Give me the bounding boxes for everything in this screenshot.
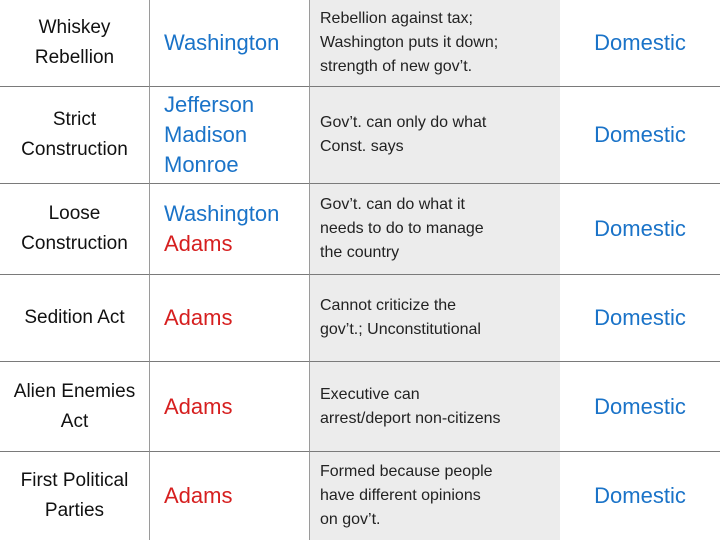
category-cell	[560, 452, 720, 540]
president-cell	[150, 0, 310, 87]
description-cell	[310, 184, 560, 275]
president-name: Adams	[164, 483, 233, 508]
description-cell	[310, 362, 560, 452]
description-line: gov’t.; Unconstitutional	[320, 321, 481, 338]
category-label: Domestic	[594, 30, 686, 55]
term-line: Strict	[52, 109, 97, 130]
term-cell	[0, 362, 150, 452]
category-cell	[560, 87, 720, 184]
description-line: Formed because people	[320, 463, 493, 480]
term-cell	[0, 184, 150, 275]
term-line: Loose	[48, 203, 101, 224]
president-name: Monroe	[164, 152, 239, 177]
description-line: have different opinions	[320, 487, 481, 504]
category-label: Domestic	[594, 216, 686, 241]
term-line: Rebellion	[34, 47, 115, 68]
description-line: Gov’t. can only do what	[320, 114, 487, 131]
description-line: Executive can	[320, 385, 420, 403]
description-line: Washington puts it down;	[320, 34, 499, 51]
description-line: Cannot criticize the	[320, 297, 457, 314]
description-cell	[310, 87, 560, 184]
category-cell	[560, 0, 720, 87]
description-line: Rebellion against tax;	[320, 10, 473, 27]
term-line: Construction	[21, 139, 128, 160]
president-name: Washington	[164, 201, 280, 226]
president-cell	[150, 87, 310, 184]
term-cell	[0, 452, 150, 540]
description-line: needs to do to manage	[320, 220, 484, 237]
category-cell	[560, 362, 720, 452]
description-line: the country	[320, 244, 400, 261]
term-line: First Political	[20, 470, 129, 491]
category-label: Domestic	[594, 393, 686, 419]
term-line: Construction	[21, 233, 128, 254]
president-name: Adams	[164, 231, 233, 256]
description-line: on gov’t.	[320, 511, 381, 528]
president-cell	[150, 184, 310, 275]
president-name: Jefferson	[164, 92, 255, 117]
description-line: Const. says	[320, 138, 404, 155]
category-cell	[560, 184, 720, 275]
president-cell	[150, 452, 310, 540]
president-name: Washington	[164, 30, 280, 55]
description-line: Gov’t. can do what it	[320, 196, 465, 213]
description-cell	[310, 275, 560, 362]
term-cell	[0, 87, 150, 184]
president-cell	[150, 362, 310, 452]
term-cell	[0, 275, 150, 362]
description-cell	[310, 452, 560, 540]
category-cell	[560, 275, 720, 362]
category-label: Domestic	[594, 305, 686, 330]
term-line: Act	[60, 410, 89, 432]
category-label: Domestic	[594, 122, 686, 147]
term-line: Whiskey	[38, 17, 111, 38]
description-line: arrest/deport non-citizens	[320, 409, 501, 427]
president-name: Madison	[164, 122, 248, 147]
category-label: Domestic	[594, 483, 686, 508]
term-line: Parties	[44, 500, 105, 521]
term-cell	[0, 0, 150, 87]
president-name: Adams	[164, 393, 233, 419]
description-line: strength of new gov’t.	[320, 58, 473, 75]
term-line: Alien Enemies	[13, 380, 136, 402]
term-line: Sedition Act	[24, 307, 125, 328]
president-name: Adams	[164, 305, 233, 330]
description-cell	[310, 0, 560, 87]
president-cell	[150, 275, 310, 362]
